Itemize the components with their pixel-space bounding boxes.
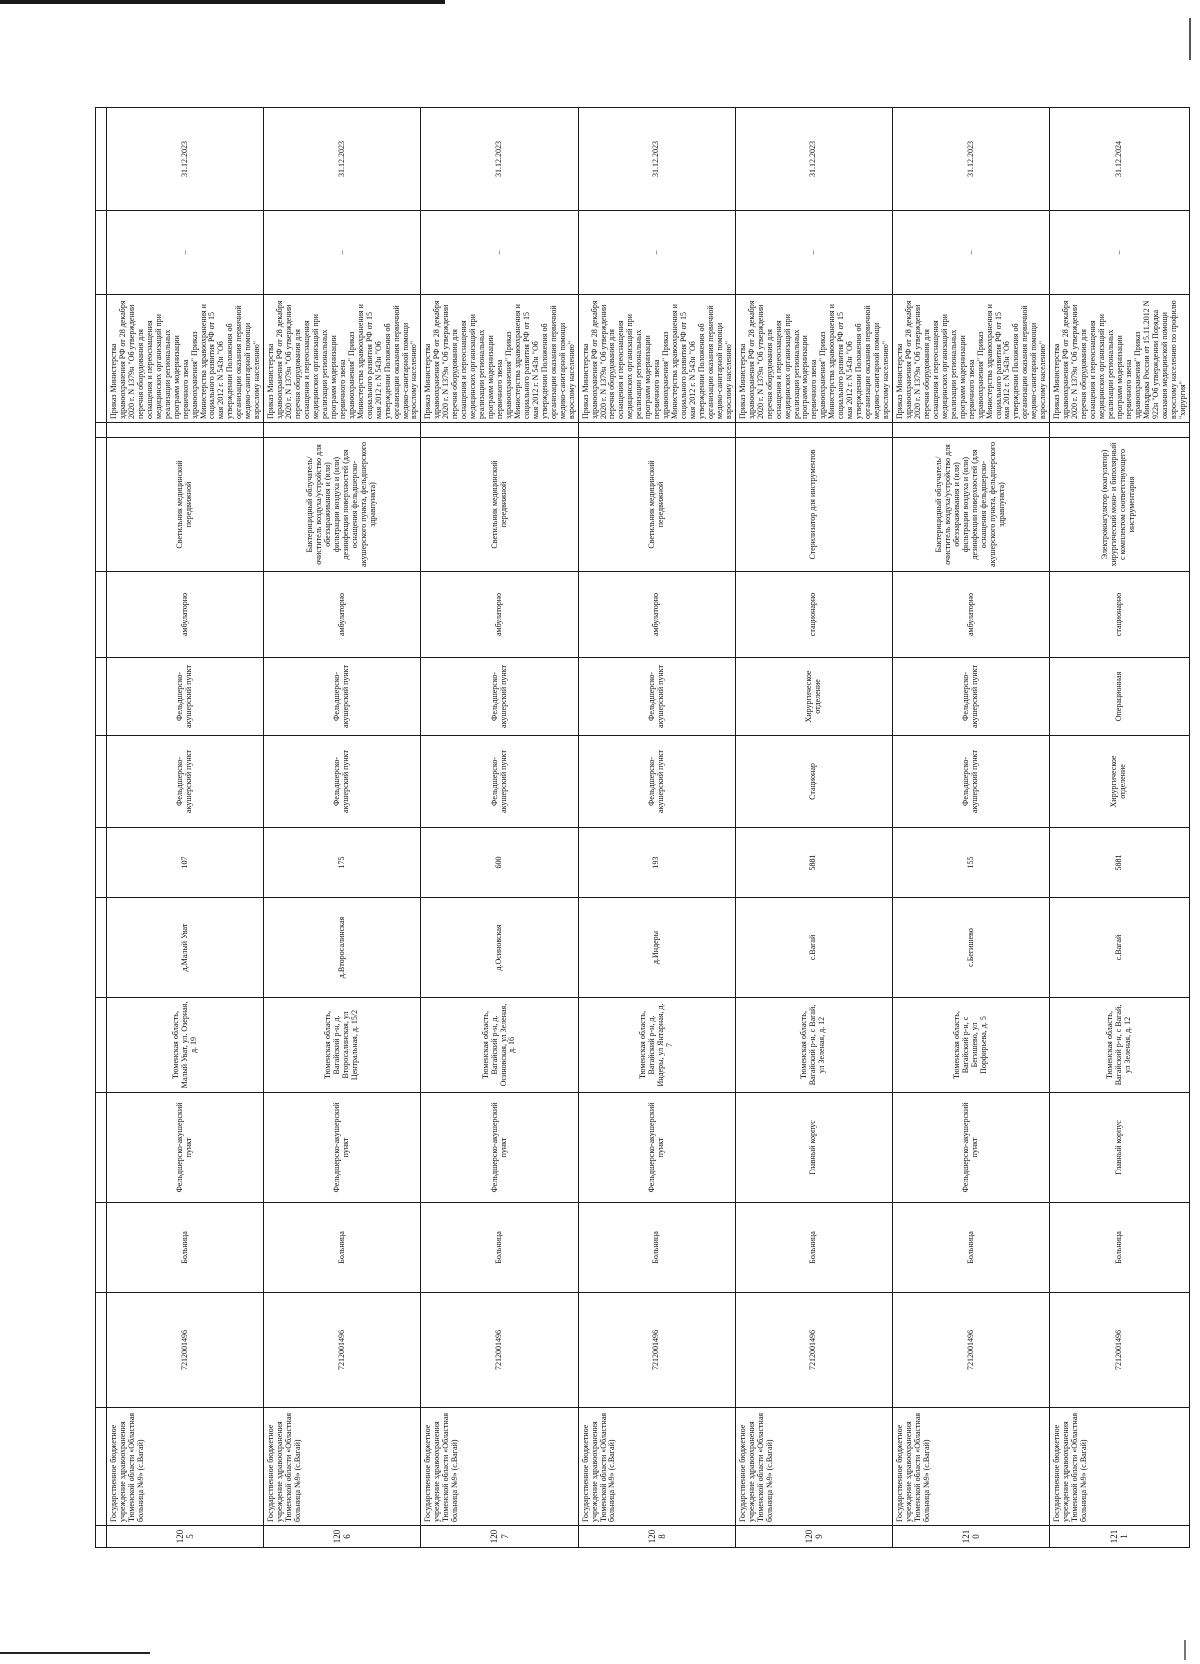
- row-number-cell: 1207: [421, 1526, 578, 1548]
- deadline-date-cell: 31.12.2023: [264, 108, 421, 211]
- inn-cell: 7212001496: [1050, 1293, 1189, 1408]
- inn-cell: 7212001496: [421, 1293, 578, 1408]
- equipment-cell: Электрокоагулятор (коагулятор) хирургический моно- и биполярный с комплектом соответствующего инструментария: [1050, 438, 1189, 572]
- building-cell: Главный корпус: [1050, 1093, 1189, 1203]
- subunit-cell: Фельдшерско-акушерский пункт: [893, 658, 1050, 736]
- institution-type-cell: Больница: [893, 1203, 1050, 1293]
- inn-cell: 7212001496: [578, 1293, 735, 1408]
- header-cell: [96, 1203, 107, 1293]
- inn-cell: 7212001496: [107, 1293, 264, 1408]
- population-cell: 107: [107, 828, 264, 898]
- subunit-cell: Операционная: [1050, 658, 1189, 736]
- header-cell: [96, 1293, 107, 1408]
- population-cell: 193: [578, 828, 735, 898]
- row-number-cell: 1209: [735, 1526, 892, 1548]
- table-row: [735, 108, 892, 1548]
- address-cell: Тюменская область, Вагайский р-н, с Вагай, ул Зеленая, д. 12: [1050, 998, 1189, 1093]
- unit-cell: Фельдшерско-акушерский пункт: [107, 736, 264, 828]
- scan-edge-mark: [1189, 18, 1191, 60]
- row-number-cell: 1205: [107, 1526, 264, 1548]
- row-number-cell: 1210: [893, 1526, 1050, 1548]
- empty-cell: [421, 423, 578, 438]
- organization-cell: Государственное бюджетное учреждение здравоохранения Тюменской области «Областная больница №9» (с.Вагай): [735, 1408, 892, 1526]
- unit-cell: Хирургическое отделение: [1050, 736, 1189, 828]
- population-cell: 5881: [735, 828, 892, 898]
- institution-type-cell: Больница: [107, 1203, 264, 1293]
- empty-cell: [578, 423, 735, 438]
- building-cell: Фельдшерско-акушерский пункт: [421, 1093, 578, 1203]
- table-header-row: [96, 108, 107, 1548]
- legal-basis-cell: Приказ Министерства здравоохранения РФ от 28 декабря 2020 г. N 1379н "Об утверждении перечня оборудования для оснащения и переоснащения медицинских организаций при реализации региональных программ модернизации первичного звена здравоохранения" Приказ Минздрава России от 15.11.2012 N 922н "Об утверждении Порядка оказания медицинской помощи взрослому населению по профилю "хирургия": [1050, 295, 1189, 423]
- population-cell: 175: [264, 828, 421, 898]
- row-number-cell: 1208: [578, 1526, 735, 1548]
- document-page: [95, 108, 1187, 1548]
- legal-basis-cell: Приказ Министерства здравоохранения РФ от 28 декабря 2020 г. N 1379н "Об утверждении перечня оборудования для оснащения и переоснащения медицинских организаций при реализации региональных программ модернизации первичного звена здравоохранения" Приказ Министерства здравоохранения и социального развития РФ от 15 мая 2012 г. N 543н "Об утверждении Положения об организации оказания первичной медико-санитарной помощи взрослому населению": [107, 295, 264, 423]
- header-cell: [96, 295, 107, 423]
- legal-basis-cell: Приказ Министерства здравоохранения РФ от 28 декабря 2020 г. N 1379н "Об утверждении перечня оборудования для оснащения и переоснащения медицинских организаций при реализации региональных программ модернизации первичного звена здравоохранения" Приказ Министерства здравоохранения и социального развития РФ от 15 мая 2012 г. N 543н "Об утверждении Положения об организации оказания первичной медико-санитарной помощи взрослому населению": [421, 295, 578, 423]
- institution-type-cell: Больница: [264, 1203, 421, 1293]
- header-cell: [96, 211, 107, 295]
- equipment-cell: Светильник медицинский передвижной: [578, 438, 735, 572]
- header-cell: [96, 423, 107, 438]
- settlement-cell: д.Малый Уват: [107, 898, 264, 998]
- unit-cell: Фельдшерско-акушерский пункт: [893, 736, 1050, 828]
- table-row: [264, 108, 421, 1548]
- scan-edge-mark: [0, 0, 445, 4]
- table-row: [107, 108, 264, 1548]
- dash-cell: –: [107, 211, 264, 295]
- equipment-table: [95, 107, 1190, 1548]
- organization-cell: Государственное бюджетное учреждение здравоохранения Тюменской области «Областная больница №9» (с.Вагай): [578, 1408, 735, 1526]
- rotated-table-container: [95, 108, 1187, 1548]
- subunit-cell: Хирургическое отделение: [735, 658, 892, 736]
- organization-cell: Государственное бюджетное учреждение здравоохранения Тюменской области «Областная больница №9» (с.Вагай): [421, 1408, 578, 1526]
- care-mode-cell: амбулаторно: [264, 572, 421, 658]
- organization-cell: Государственное бюджетное учреждение здравоохранения Тюменской области «Областная больница №9» (с.Вагай): [893, 1408, 1050, 1526]
- legal-basis-cell: Приказ Министерства здравоохранения РФ от 28 декабря 2020 г. N 1379н "Об утверждении перечня оборудования для оснащения и переоснащения медицинских организаций при реализации региональных программ модернизации первичного звена здравоохранения" Приказ Министерства здравоохранения и социального развития РФ от 15 мая 2012 г. N 543н "Об утверждении Положения об организации оказания первичной медико-санитарной помощи взрослому населению": [893, 295, 1050, 423]
- header-cell: [96, 1408, 107, 1526]
- legal-basis-cell: Приказ Министерства здравоохранения РФ от 28 декабря 2020 г. N 1379н "Об утверждении перечня оборудования для оснащения и переоснащения медицинских организаций при реализации региональных программ модернизации первичного звена здравоохранения" Приказ Министерства здравоохранения и социального развития РФ от 15 мая 2012 г. N 543н "Об утверждении Положения об организации оказания первичной медико-санитарной помощи взрослому населению": [735, 295, 892, 423]
- population-cell: 155: [893, 828, 1050, 898]
- equipment-cell: Светильник медицинский передвижной: [421, 438, 578, 572]
- settlement-cell: д.Осиновская: [421, 898, 578, 998]
- empty-cell: [1050, 423, 1189, 438]
- address-cell: Тюменская область, Вагайский р-н, д. Индеры, ул Янтарная, д. 7: [578, 998, 735, 1093]
- building-cell: Главный корпус: [735, 1093, 892, 1203]
- inn-cell: 7212001496: [264, 1293, 421, 1408]
- subunit-cell: Фельдшерско-акушерский пункт: [107, 658, 264, 736]
- legal-basis-cell: Приказ Министерства здравоохранения РФ от 28 декабря 2020 г. N 1379н "Об утверждении перечня оборудования для оснащения и переоснащения медицинских организаций при реализации региональных программ модернизации первичного звена здравоохранения" Приказ Министерства здравоохранения и социального развития РФ от 15 мая 2012 г. N 543н "Об утверждении Положения об организации оказания первичной медико-санитарной помощи взрослому населению": [578, 295, 735, 423]
- building-cell: Фельдшерско-акушерский пункт: [578, 1093, 735, 1203]
- header-cell: [96, 108, 107, 211]
- equipment-cell: Стерилизатор для инструментов: [735, 438, 892, 572]
- table-row: [421, 108, 578, 1548]
- care-mode-cell: амбулаторно: [421, 572, 578, 658]
- address-cell: Тюменская область, Вагайский р-н, д. Второсалинская, ул Центральная, д. 15/2: [264, 998, 421, 1093]
- address-cell: Тюменская область, Вагайский р-н, д. Осиновская, ул Зеленая, д. 16: [421, 998, 578, 1093]
- empty-cell: [735, 423, 892, 438]
- equipment-cell: Бактерицидный облучатель/очиститель воздуха/устройство для обеззараживания и (или) фильтрации воздуха и (или) дезинфекции поверхностей (для оснащения фельдшерско-акушерского пункта, фельдшерского здравпункта): [893, 438, 1050, 572]
- header-cell: [96, 736, 107, 828]
- settlement-cell: с.Бегишево: [893, 898, 1050, 998]
- dash-cell: –: [578, 211, 735, 295]
- deadline-date-cell: 31.12.2023: [107, 108, 264, 211]
- deadline-date-cell: 31.12.2024: [1050, 108, 1189, 211]
- unit-cell: Фельдшерско-акушерский пункт: [264, 736, 421, 828]
- care-mode-cell: стационарно: [735, 572, 892, 658]
- inn-cell: 7212001496: [893, 1293, 1050, 1408]
- dash-cell: –: [893, 211, 1050, 295]
- dash-cell: –: [1050, 211, 1189, 295]
- settlement-cell: с.Вагай: [735, 898, 892, 998]
- row-number-cell: 1206: [264, 1526, 421, 1548]
- institution-type-cell: Больница: [578, 1203, 735, 1293]
- header-cell: [96, 998, 107, 1093]
- institution-type-cell: Больница: [735, 1203, 892, 1293]
- unit-cell: Стационар: [735, 736, 892, 828]
- care-mode-cell: амбулаторно: [578, 572, 735, 658]
- organization-cell: Государственное бюджетное учреждение здравоохранения Тюменской области «Областная больница №9» (с.Вагай): [107, 1408, 264, 1526]
- empty-cell: [264, 423, 421, 438]
- dash-cell: –: [264, 211, 421, 295]
- deadline-date-cell: 31.12.2023: [421, 108, 578, 211]
- address-cell: Тюменская область, Вагайский р-н, с Бегишево, ул Порфирьева, д. 5: [893, 998, 1050, 1093]
- population-cell: 600: [421, 828, 578, 898]
- table-row: [893, 108, 1050, 1548]
- row-number-cell: 1211: [1050, 1526, 1189, 1548]
- header-cell: [96, 1526, 107, 1548]
- equipment-cell: Бактерицидный облучатель/очиститель воздуха/устройство для обеззараживания и (или) фильтрации воздуха и (или) дезинфекции поверхностей (для оснащения фельдшерско-акушерского пункта, фельдшерского здравпункта): [264, 438, 421, 572]
- dash-cell: –: [421, 211, 578, 295]
- header-cell: [96, 572, 107, 658]
- unit-cell: Фельдшерско-акушерский пункт: [421, 736, 578, 828]
- deadline-date-cell: 31.12.2023: [578, 108, 735, 211]
- organization-cell: Государственное бюджетное учреждение здравоохранения Тюменской области «Областная больница №9» (с.Вагай): [264, 1408, 421, 1526]
- dash-cell: –: [735, 211, 892, 295]
- inn-cell: 7212001496: [735, 1293, 892, 1408]
- empty-cell: [893, 423, 1050, 438]
- table-row: [1050, 108, 1189, 1548]
- deadline-date-cell: 31.12.2023: [893, 108, 1050, 211]
- organization-cell: Государственное бюджетное учреждение здравоохранения Тюменской области «Областная больница №9» (с.Вагай): [1050, 1408, 1189, 1526]
- care-mode-cell: амбулаторно: [893, 572, 1050, 658]
- subunit-cell: Фельдшерско-акушерский пункт: [264, 658, 421, 736]
- building-cell: Фельдшерско-акушерский пункт: [893, 1093, 1050, 1203]
- settlement-cell: с.Вагай: [1050, 898, 1189, 998]
- header-cell: [96, 438, 107, 572]
- building-cell: Фельдшерско-акушерский пункт: [107, 1093, 264, 1203]
- table-row: [578, 108, 735, 1548]
- subunit-cell: Фельдшерско-акушерский пункт: [421, 658, 578, 736]
- legal-basis-cell: Приказ Министерства здравоохранения РФ от 28 декабря 2020 г. N 1379н "Об утверждении перечня оборудования для оснащения и переоснащения медицинских организаций при реализации региональных программ модернизации первичного звена здравоохранения" Приказ Министерства здравоохранения и социального развития РФ от 15 мая 2012 г. N 543н "Об утверждении Положения об организации оказания первичной медико-санитарной помощи взрослому населению": [264, 295, 421, 423]
- header-cell: [96, 898, 107, 998]
- scan-edge-mark: [0, 1652, 150, 1654]
- care-mode-cell: стационарно: [1050, 572, 1189, 658]
- empty-cell: [107, 423, 264, 438]
- header-cell: [96, 828, 107, 898]
- subunit-cell: Фельдшерско-акушерский пункт: [578, 658, 735, 736]
- header-cell: [96, 1093, 107, 1203]
- unit-cell: Фельдшерско-акушерский пункт: [578, 736, 735, 828]
- care-mode-cell: амбулаторно: [107, 572, 264, 658]
- scan-edge-mark: [1184, 1640, 1186, 1660]
- equipment-cell: Светильник медицинский передвижной: [107, 438, 264, 572]
- settlement-cell: д.Индеры: [578, 898, 735, 998]
- institution-type-cell: Больница: [1050, 1203, 1189, 1293]
- address-cell: Тюменская область, Вагайский р-н, с Вагай, ул Зеленая, д. 12: [735, 998, 892, 1093]
- institution-type-cell: Больница: [421, 1203, 578, 1293]
- address-cell: Тюменская область, Малый Уват, ул. Озерная, д. 19: [107, 998, 264, 1093]
- building-cell: Фельдшерско-акушерский пункт: [264, 1093, 421, 1203]
- settlement-cell: д.Второсалинская: [264, 898, 421, 998]
- header-cell: [96, 658, 107, 736]
- population-cell: 5881: [1050, 828, 1189, 898]
- deadline-date-cell: 31.12.2023: [735, 108, 892, 211]
